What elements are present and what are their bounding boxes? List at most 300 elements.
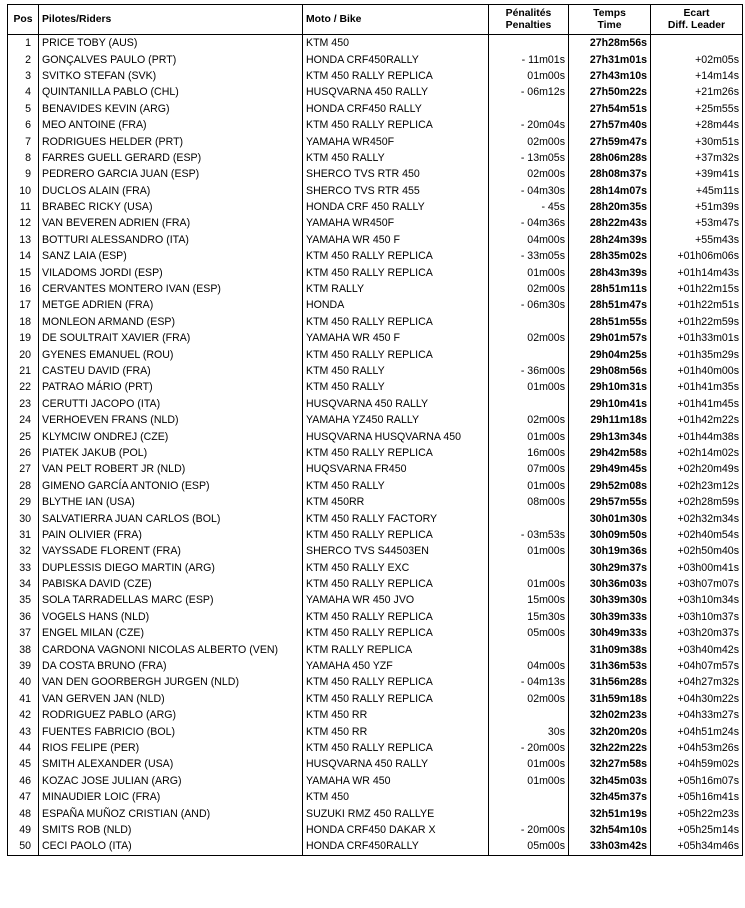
table-row [8,199,743,215]
penalty-cell [489,101,569,117]
rider-cell: GYENES EMANUEL (ROU) [39,346,303,362]
table-row [8,183,743,199]
gap-cell: +04h59m02s [651,756,743,772]
bike-cell: HONDA CRF450 RALLY [303,101,489,117]
rider-cell: CARDONA VAGNONI NICOLAS ALBERTO (VEN) [39,641,303,657]
rider-cell: VAN PELT ROBERT JR (NLD) [39,461,303,477]
table-row [8,264,743,280]
gap-cell: +01h35m29s [651,346,743,362]
position-cell: 15 [8,264,39,280]
time-cell: 27h43m10s [569,68,651,84]
bike-cell: YAMAHA WR 450 F [303,232,489,248]
time-cell: 33h03m42s [569,838,651,855]
time-cell: 30h29m37s [569,560,651,576]
table-row [8,773,743,789]
penalty-cell: 02m00s [489,330,569,346]
table-row [8,543,743,559]
position-cell: 31 [8,527,39,543]
header-penalties [489,5,569,35]
rider-cell: CERUTTI JACOPO (ITA) [39,396,303,412]
position-cell: 47 [8,789,39,805]
table-row [8,723,743,739]
time-cell: 27h57m40s [569,117,651,133]
position-cell: 17 [8,297,39,313]
position-cell: 21 [8,363,39,379]
gap-cell: +01h41m45s [651,396,743,412]
time-cell: 27h31m01s [569,51,651,67]
gap-cell: +01h06m06s [651,248,743,264]
table-row [8,117,743,133]
time-cell: 28h14m07s [569,183,651,199]
results-table [7,4,743,856]
penalty-cell: 15m00s [489,592,569,608]
position-cell: 6 [8,117,39,133]
time-cell: 29h42m58s [569,445,651,461]
gap-cell: +04h27m32s [651,674,743,690]
bike-cell: KTM 450 RALLY REPLICA [303,674,489,690]
rider-cell: GIMENO GARCÍA ANTONIO (ESP) [39,478,303,494]
position-cell: 24 [8,412,39,428]
table-row [8,133,743,149]
gap-cell: +01h42m22s [651,412,743,428]
table-row [8,576,743,592]
bike-cell: HUSQVARNA HUSQVARNA 450 [303,428,489,444]
table-row [8,281,743,297]
penalty-cell: 01m00s [489,379,569,395]
position-cell: 16 [8,281,39,297]
gap-cell: +03h20m37s [651,625,743,641]
bike-cell: HONDA [303,297,489,313]
rider-cell: SANZ LAIA (ESP) [39,248,303,264]
position-cell: 23 [8,396,39,412]
position-cell: 29 [8,494,39,510]
table-row [8,101,743,117]
position-cell: 45 [8,756,39,772]
time-cell: 29h49m45s [569,461,651,477]
bike-cell: KTM 450 RR [303,707,489,723]
bike-cell: KTM 450 [303,789,489,805]
time-cell: 29h57m55s [569,494,651,510]
position-cell: 22 [8,379,39,395]
table-row [8,478,743,494]
gap-cell: +03h07m07s [651,576,743,592]
position-cell: 32 [8,543,39,559]
bike-cell: SUZUKI RMZ 450 RALLYE [303,805,489,821]
time-cell: 27h28m56s [569,35,651,52]
time-cell: 31h09m38s [569,641,651,657]
gap-cell: +28m44s [651,117,743,133]
rider-cell: PEDRERO GARCIA JUAN (ESP) [39,166,303,182]
table-row [8,166,743,182]
time-cell: 31h36m53s [569,658,651,674]
rider-cell: BLYTHE IAN (USA) [39,494,303,510]
gap-cell: +05h16m41s [651,789,743,805]
gap-cell: +05h22m23s [651,805,743,821]
rider-cell: BOTTURI ALESSANDRO (ITA) [39,232,303,248]
gap-cell: +21m26s [651,84,743,100]
rider-cell: RODRIGUES HELDER (PRT) [39,133,303,149]
position-cell: 48 [8,805,39,821]
rider-cell: VAYSSADE FLORENT (FRA) [39,543,303,559]
time-cell: 28h35m02s [569,248,651,264]
time-cell: 28h06m28s [569,150,651,166]
time-cell: 28h51m47s [569,297,651,313]
bike-cell: KTM 450 RALLY REPLICA [303,740,489,756]
rider-cell: PABISKA DAVID (CZE) [39,576,303,592]
gap-cell: +02m05s [651,51,743,67]
bike-cell: KTM 450 RALLY REPLICA [303,264,489,280]
rider-cell: CASTEU DAVID (FRA) [39,363,303,379]
time-cell: 27h54m51s [569,101,651,117]
rider-cell: VOGELS HANS (NLD) [39,609,303,625]
rider-cell: CECI PAOLO (ITA) [39,838,303,855]
table-row [8,314,743,330]
position-cell: 44 [8,740,39,756]
rider-cell: SMITH ALEXANDER (USA) [39,756,303,772]
time-cell: 29h52m08s [569,478,651,494]
bike-cell: KTM 450 RALLY REPLICA [303,625,489,641]
rider-cell: BRABEC RICKY (USA) [39,199,303,215]
gap-cell: +02h23m12s [651,478,743,494]
gap-cell: +02h50m40s [651,543,743,559]
table-row [8,805,743,821]
header-penalties-en: Penalties [505,19,552,31]
position-cell: 13 [8,232,39,248]
results-table-container [7,4,742,856]
table-row [8,510,743,526]
time-cell: 32h20m20s [569,723,651,739]
penalty-cell: 01m00s [489,756,569,772]
penalty-cell: - 03m53s [489,527,569,543]
penalty-cell: - 04m36s [489,215,569,231]
gap-cell: +25m55s [651,101,743,117]
table-row [8,35,743,52]
time-cell: 29h13m34s [569,428,651,444]
header-gap-en: Diff. Leader [667,19,726,31]
table-row [8,68,743,84]
bike-cell: KTM 450 RALLY REPLICA [303,445,489,461]
gap-cell: +01h22m51s [651,297,743,313]
gap-cell: +01h41m35s [651,379,743,395]
table-row [8,592,743,608]
position-cell: 3 [8,68,39,84]
position-cell: 26 [8,445,39,461]
gap-cell: +01h40m00s [651,363,743,379]
header-penalties-fr: Pénalités [505,7,552,19]
table-row [8,297,743,313]
header-gap [651,5,743,35]
position-cell: 11 [8,199,39,215]
time-cell: 28h43m39s [569,264,651,280]
table-row [8,560,743,576]
rider-cell: DA COSTA BRUNO (FRA) [39,658,303,674]
rider-cell: FUENTES FABRICIO (BOL) [39,723,303,739]
bike-cell: KTM 450 RR [303,723,489,739]
penalty-cell: 05m00s [489,625,569,641]
position-cell: 14 [8,248,39,264]
gap-cell: +01h22m59s [651,314,743,330]
gap-cell: +51m39s [651,199,743,215]
rider-cell: MEO ANTOINE (FRA) [39,117,303,133]
bike-cell: KTM 450 RALLY [303,150,489,166]
table-row [8,51,743,67]
bike-cell: HONDA CRF450 DAKAR X [303,822,489,838]
penalty-cell: 30s [489,723,569,739]
penalty-cell [489,314,569,330]
penalty-cell: - 45s [489,199,569,215]
rider-cell: VAN BEVEREN ADRIEN (FRA) [39,215,303,231]
bike-cell: YAMAHA YZ450 RALLY [303,412,489,428]
gap-cell: +01h14m43s [651,264,743,280]
header-time-en: Time [597,19,622,31]
penalty-cell [489,346,569,362]
table-body [8,35,743,856]
table-row [8,838,743,855]
table-row [8,674,743,690]
table-row [8,658,743,674]
penalty-cell: 02m00s [489,166,569,182]
gap-cell: +03h00m41s [651,560,743,576]
gap-cell: +30m51s [651,133,743,149]
position-cell: 5 [8,101,39,117]
table-row [8,84,743,100]
time-cell: 27h50m22s [569,84,651,100]
table-row [8,412,743,428]
gap-cell: +04h30m22s [651,691,743,707]
bike-cell: KTM 450 RALLY REPLICA [303,527,489,543]
time-cell: 32h45m37s [569,789,651,805]
rider-cell: SVITKO STEFAN (SVK) [39,68,303,84]
header-bike: Moto / Bike [303,5,489,35]
gap-cell: +04h53m26s [651,740,743,756]
bike-cell: SHERCO TVS RTR 455 [303,183,489,199]
penalty-cell: 04m00s [489,658,569,674]
penalty-cell [489,789,569,805]
penalty-cell: 02m00s [489,691,569,707]
position-cell: 7 [8,133,39,149]
time-cell: 30h01m30s [569,510,651,526]
time-cell: 30h39m33s [569,609,651,625]
rider-cell: PRICE TOBY (AUS) [39,35,303,52]
table-row [8,396,743,412]
rider-cell: PIATEK JAKUB (POL) [39,445,303,461]
penalty-cell: 01m00s [489,576,569,592]
gap-cell: +05h34m46s [651,838,743,855]
bike-cell: YAMAHA WR 450 [303,773,489,789]
position-cell: 1 [8,35,39,52]
table-row [8,641,743,657]
gap-cell: +03h40m42s [651,641,743,657]
time-cell: 32h54m10s [569,822,651,838]
penalty-cell: 01m00s [489,478,569,494]
time-cell: 32h45m03s [569,773,651,789]
position-cell: 28 [8,478,39,494]
header-time-fr: Temps [593,7,626,19]
position-cell: 50 [8,838,39,855]
penalty-cell [489,707,569,723]
bike-cell: KTM 450 RALLY [303,379,489,395]
gap-cell: +02h32m34s [651,510,743,526]
penalty-cell: 08m00s [489,494,569,510]
bike-cell: HUSQVARNA 450 RALLY [303,396,489,412]
rider-cell: KLYMCIW ONDREJ (CZE) [39,428,303,444]
gap-cell: +02h14m02s [651,445,743,461]
time-cell: 30h36m03s [569,576,651,592]
penalty-cell: - 36m00s [489,363,569,379]
rider-cell: METGE ADRIEN (FRA) [39,297,303,313]
bike-cell: HONDA CRF450RALLY [303,838,489,855]
position-cell: 30 [8,510,39,526]
rider-cell: VERHOEVEN FRANS (NLD) [39,412,303,428]
gap-cell: +04h33m27s [651,707,743,723]
bike-cell: HUSQVARNA 450 RALLY [303,84,489,100]
position-cell: 12 [8,215,39,231]
bike-cell: YAMAHA WR 450 JVO [303,592,489,608]
rider-cell: PATRAO MÁRIO (PRT) [39,379,303,395]
position-cell: 8 [8,150,39,166]
penalty-cell: 04m00s [489,232,569,248]
time-cell: 29h11m18s [569,412,651,428]
table-row [8,445,743,461]
position-cell: 35 [8,592,39,608]
rider-cell: VAN GERVEN JAN (NLD) [39,691,303,707]
rider-cell: CERVANTES MONTERO IVAN (ESP) [39,281,303,297]
bike-cell: KTM 450 RALLY EXC [303,560,489,576]
time-cell: 32h27m58s [569,756,651,772]
gap-cell: +05h25m14s [651,822,743,838]
bike-cell: HUQSVARNA FR450 [303,461,489,477]
time-cell: 28h20m35s [569,199,651,215]
position-cell: 42 [8,707,39,723]
bike-cell: KTM 450 RALLY REPLICA [303,576,489,592]
gap-cell: +02h20m49s [651,461,743,477]
table-row [8,822,743,838]
penalty-cell: - 06m12s [489,84,569,100]
penalty-cell: - 20m00s [489,740,569,756]
time-cell: 30h09m50s [569,527,651,543]
position-cell: 43 [8,723,39,739]
penalty-cell: 01m00s [489,428,569,444]
penalty-cell: - 11m01s [489,51,569,67]
gap-cell: +55m43s [651,232,743,248]
time-cell: 29h08m56s [569,363,651,379]
position-cell: 20 [8,346,39,362]
bike-cell: SHERCO TVS S44503EN [303,543,489,559]
rider-cell: SOLA TARRADELLAS MARC (ESP) [39,592,303,608]
position-cell: 49 [8,822,39,838]
bike-cell: HONDA CRF450RALLY [303,51,489,67]
rider-cell: DUCLOS ALAIN (FRA) [39,183,303,199]
penalty-cell: 01m00s [489,264,569,280]
time-cell: 30h39m30s [569,592,651,608]
bike-cell: YAMAHA WR 450 F [303,330,489,346]
bike-cell: YAMAHA WR450F [303,133,489,149]
time-cell: 32h22m22s [569,740,651,756]
rider-cell: MINAUDIER LOIC (FRA) [39,789,303,805]
time-cell: 28h51m11s [569,281,651,297]
table-row [8,150,743,166]
penalty-cell: 02m00s [489,281,569,297]
bike-cell: HONDA CRF 450 RALLY [303,199,489,215]
table-row [8,232,743,248]
gap-cell: +05h16m07s [651,773,743,789]
time-cell: 28h08m37s [569,166,651,182]
penalty-cell: - 04m30s [489,183,569,199]
bike-cell: KTM RALLY [303,281,489,297]
table-row [8,461,743,477]
gap-cell: +39m41s [651,166,743,182]
rider-cell: RODRIGUEZ PABLO (ARG) [39,707,303,723]
bike-cell: KTM 450RR [303,494,489,510]
position-cell: 19 [8,330,39,346]
position-cell: 38 [8,641,39,657]
header-pos: Pos [8,5,39,35]
penalty-cell: - 20m00s [489,822,569,838]
gap-cell: +53m47s [651,215,743,231]
bike-cell: YAMAHA 450 YZF [303,658,489,674]
bike-cell: KTM 450 RALLY [303,478,489,494]
gap-cell: +04h07m57s [651,658,743,674]
bike-cell: KTM 450 RALLY REPLICA [303,314,489,330]
gap-cell: +04h51m24s [651,723,743,739]
penalty-cell: - 20m04s [489,117,569,133]
header-time [569,5,651,35]
penalty-cell [489,560,569,576]
time-cell: 28h51m55s [569,314,651,330]
position-cell: 40 [8,674,39,690]
time-cell: 28h24m39s [569,232,651,248]
rider-cell: BENAVIDES KEVIN (ARG) [39,101,303,117]
position-cell: 4 [8,84,39,100]
table-row [8,527,743,543]
bike-cell: KTM 450 RALLY [303,363,489,379]
table-row [8,215,743,231]
table-row [8,379,743,395]
penalty-cell [489,641,569,657]
rider-cell: DE SOULTRAIT XAVIER (FRA) [39,330,303,346]
position-cell: 37 [8,625,39,641]
gap-cell: +01h44m38s [651,428,743,444]
position-cell: 46 [8,773,39,789]
time-cell: 30h49m33s [569,625,651,641]
penalty-cell [489,35,569,52]
position-cell: 27 [8,461,39,477]
bike-cell: HUSQVARNA 450 RALLY [303,756,489,772]
penalty-cell: 05m00s [489,838,569,855]
time-cell: 31h56m28s [569,674,651,690]
bike-cell: KTM 450 [303,35,489,52]
rider-cell: PAIN OLIVIER (FRA) [39,527,303,543]
rider-cell: VAN DEN GOORBERGH JURGEN (NLD) [39,674,303,690]
bike-cell: YAMAHA WR450F [303,215,489,231]
penalty-cell: 15m30s [489,609,569,625]
rider-cell: RIOS FELIPE (PER) [39,740,303,756]
gap-cell: +02h28m59s [651,494,743,510]
table-row [8,330,743,346]
gap-cell: +03h10m37s [651,609,743,625]
table-row [8,363,743,379]
gap-cell: +45m11s [651,183,743,199]
table-row [8,691,743,707]
penalty-cell: 07m00s [489,461,569,477]
table-row [8,428,743,444]
penalty-cell: - 06m30s [489,297,569,313]
position-cell: 2 [8,51,39,67]
penalty-cell: 02m00s [489,133,569,149]
time-cell: 32h51m19s [569,805,651,821]
penalty-cell: 02m00s [489,412,569,428]
header-gap-fr: Ecart [683,7,710,19]
